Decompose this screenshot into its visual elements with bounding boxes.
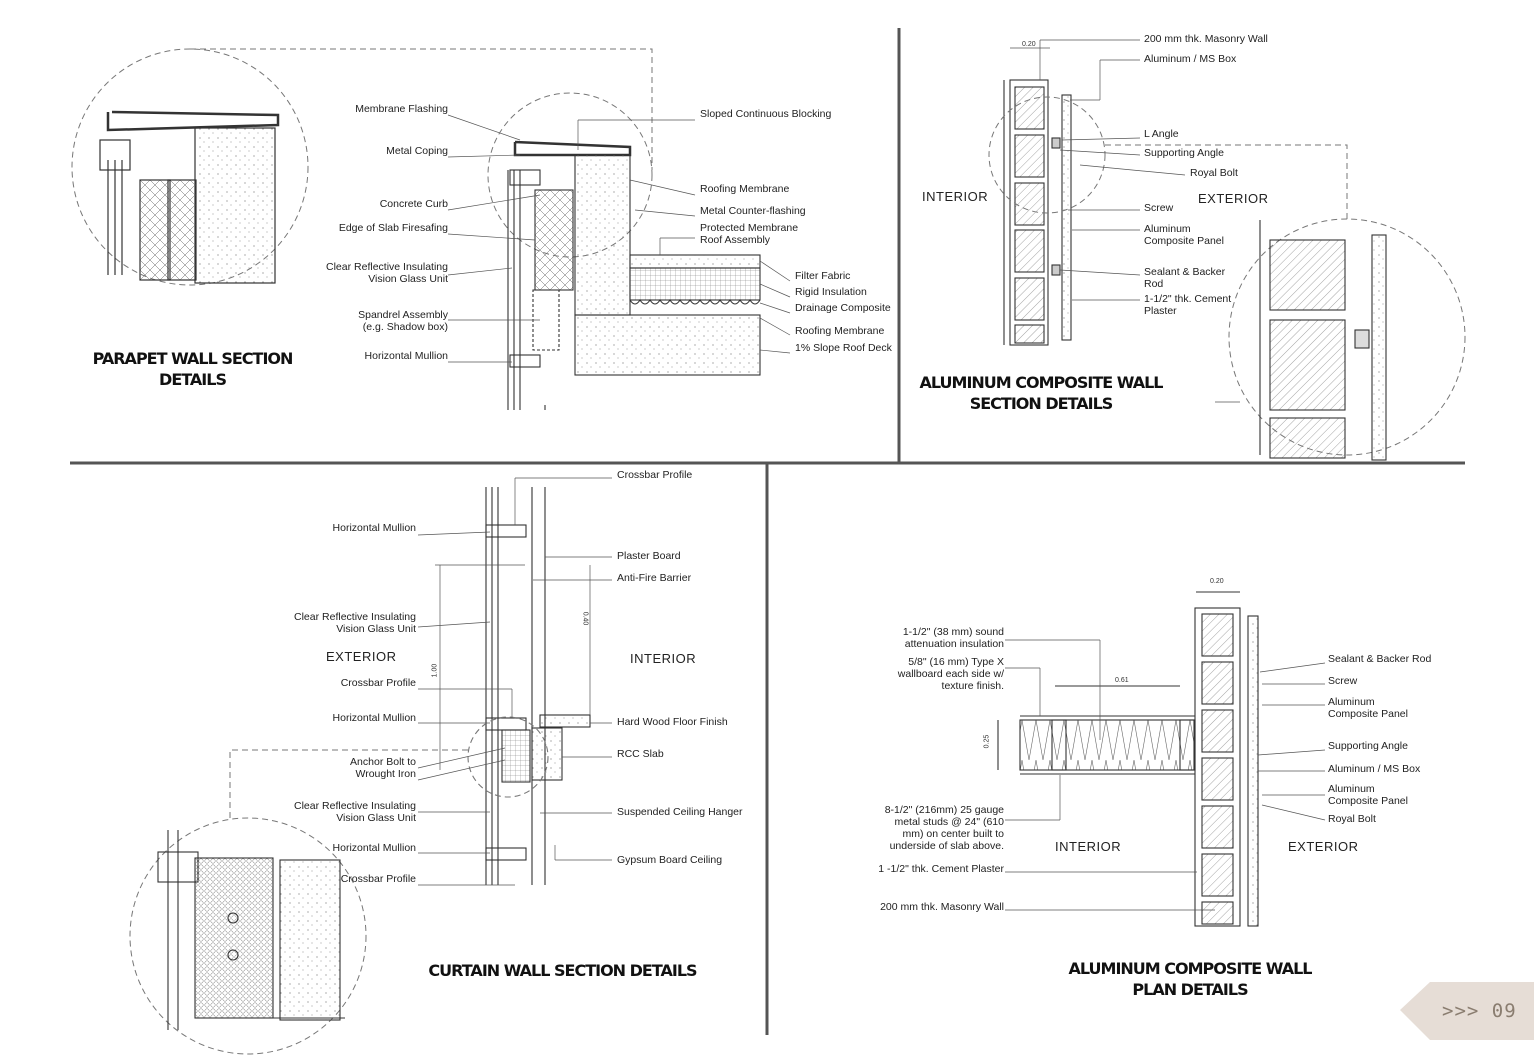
acw-section-title: ALUMINUM COMPOSITE WALL SECTION DETAILS [919, 373, 1163, 413]
parapet-zoom-detail [100, 112, 278, 283]
curtain-label-crossbar-1: Crossbar Profile [340, 677, 416, 689]
curtain-wall-zoom-detail [158, 830, 345, 1030]
acw-section-label-l-angle: L Angle [1144, 128, 1179, 140]
parapet-label-concrete-curb: Concrete Curb [379, 198, 448, 210]
curtain-label-plaster-board: Plaster Board [617, 550, 681, 562]
curtain-dim-2: 0.40 [581, 611, 589, 626]
parapet-label-horizontal-mullion: Horizontal Mullion [364, 350, 448, 362]
acw-plan-dim-top: 0.20 [1210, 578, 1224, 585]
parapet-label-protected-membrane: Protected Membrane Roof Assembly [700, 222, 799, 246]
parapet-title: PARAPET WALL SECTION DETAILS [92, 349, 293, 389]
acw-section-label-screw: Screw [1144, 202, 1174, 214]
acw-section-label-masonry: 200 mm thk. Masonry Wall [1144, 33, 1268, 45]
acw-plan-dim-v: 0.25 [983, 734, 991, 749]
acw-section-label-panel: Aluminum Composite Panel [1144, 223, 1224, 247]
curtain-label-crossbar-2: Crossbar Profile [340, 873, 416, 885]
acw-plan-label-royal-bolt: Royal Bolt [1328, 813, 1376, 825]
curtain-label-rcc-slab: RCC Slab [617, 748, 664, 760]
acw-section-label-plaster: 1-1/2" thk. Cement Plaster [1144, 293, 1232, 317]
parapet-label-spandrel: Spandrel Assembly (e.g. Shadow box) [358, 309, 448, 333]
curtain-label-hardwood: Hard Wood Floor Finish [617, 716, 728, 728]
curtain-title: CURTAIN WALL SECTION DETAILS [428, 961, 697, 980]
parapet-label-rigid-insulation: Rigid Insulation [795, 286, 867, 298]
acw-plan-label-wallboard: 5/8" (16 mm) Type X wallboard each side w/ texture finish. [897, 656, 1004, 692]
acw-plan-dim-h: 0.61 [1115, 677, 1129, 684]
acw-plan-drawing [998, 592, 1258, 926]
acw-plan-label-panel-1: Aluminum Composite Panel [1328, 696, 1408, 720]
parapet-label-metal-coping: Metal Coping [386, 145, 448, 157]
acw-plan-label-supporting-angle: Supporting Angle [1328, 740, 1408, 752]
parapet-label-roofing-membrane: Roofing Membrane [700, 183, 790, 195]
acw-plan-label-insulation: 1-1/2" (38 mm) sound attenuation insulation [902, 626, 1004, 650]
curtain-exterior: EXTERIOR [326, 649, 397, 664]
acw-plan-title: ALUMINUM COMPOSITE WALL PLAN DETAILS [1068, 959, 1312, 999]
acw-plan-label-sealant: Sealant & Backer Rod [1328, 653, 1432, 665]
curtain-label-anchor-bolt: Anchor Bolt to Wrought Iron [350, 756, 416, 780]
curtain-label-mullion-3: Horizontal Mullion [332, 842, 416, 854]
parapet-label-vision-glass: Clear Reflective Insulating Vision Glass Unit [326, 261, 448, 285]
acw-plan-label-masonry: 200 mm thk. Masonry Wall [880, 901, 1004, 913]
parapet-label-drainage-composite: Drainage Composite [795, 302, 891, 314]
curtain-interior: INTERIOR [630, 651, 697, 666]
curtain-label-mullion-1: Horizontal Mullion [332, 522, 416, 534]
parapet-label-edge-firesafing: Edge of Slab Firesafing [338, 222, 448, 234]
acw-section-label-supporting-angle: Supporting Angle [1144, 147, 1224, 159]
curtain-wall-leaders [418, 478, 612, 885]
curtain-label-glass-1: Clear Reflective Insulating Vision Glass Unit [294, 611, 416, 635]
curtain-label-glass-2: Clear Reflective Insulating Vision Glass Unit [294, 800, 416, 824]
parapet-label-sloped-blocking: Sloped Continuous Blocking [700, 108, 832, 120]
curtain-dim-1: 1.00 [431, 663, 439, 678]
acw-section-exterior: EXTERIOR [1198, 191, 1269, 206]
parapet-label-counter-flashing: Metal Counter-flashing [700, 205, 806, 217]
curtain-label-mullion-2: Horizontal Mullion [332, 712, 416, 724]
acw-plan-exterior: EXTERIOR [1288, 839, 1359, 854]
parapet-label-roof-deck: 1% Slope Roof Deck [795, 342, 892, 354]
acw-plan-label-screw: Screw [1328, 675, 1358, 687]
acw-section-interior: INTERIOR [922, 189, 989, 204]
acw-section-label-sealant: Sealant & Backer Rod [1144, 266, 1226, 290]
parapet-label-membrane-flashing: Membrane Flashing [355, 103, 448, 115]
acw-section-zoom-detail [1260, 220, 1386, 460]
curtain-label-ceiling-hanger: Suspended Ceiling Hanger [617, 806, 743, 818]
acw-section-label-box: Aluminum / MS Box [1144, 53, 1237, 65]
parapet-label-filter-fabric: Filter Fabric [795, 270, 851, 282]
acw-plan-leaders [1005, 640, 1325, 910]
curtain-label-crossbar-top: Crossbar Profile [617, 469, 693, 481]
acw-plan-label-box: Aluminum / MS Box [1328, 763, 1421, 775]
page-number: >>> 09 [1442, 1000, 1517, 1022]
acw-plan-label-panel-2: Aluminum Composite Panel [1328, 783, 1408, 807]
curtain-wall-drawing [468, 487, 590, 885]
curtain-label-gypsum-ceiling: Gypsum Board Ceiling [617, 854, 723, 866]
curtain-label-anti-fire: Anti-Fire Barrier [617, 572, 692, 584]
parapet-label-roofing-membrane-2: Roofing Membrane [795, 325, 885, 337]
acw-plan-interior: INTERIOR [1055, 839, 1122, 854]
acw-section-label-royal-bolt: Royal Bolt [1190, 167, 1238, 179]
acw-section-dim: 0.20 [1022, 41, 1036, 48]
acw-plan-label-studs: 8-1/2" (216mm) 25 gauge metal studs @ 24" (610 mm) on center built to underside of slab above. [884, 804, 1004, 852]
acw-plan-label-plaster: 1 -1/2" thk. Cement Plaster [878, 863, 1004, 875]
